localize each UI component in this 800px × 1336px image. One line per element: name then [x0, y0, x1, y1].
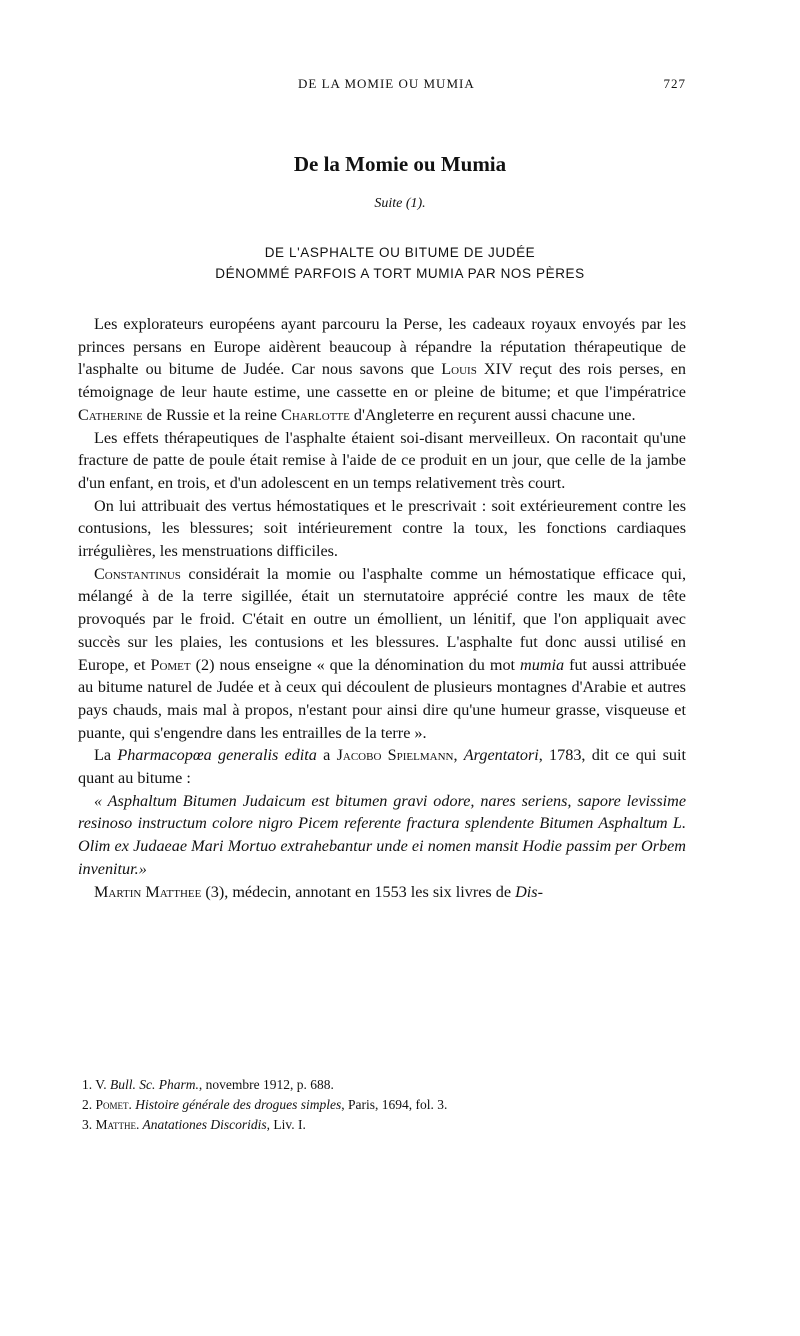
footnote-1: [78, 1075, 686, 1095]
person-name-charlotte: Charlotte: [281, 405, 350, 424]
paragraph-1-text-b: XIV reçut des rois perses, en témoignage de leur haute estime, une cassette en or pleine de bitume; et que l'impératrice: [78, 360, 686, 402]
person-name-louis: Louis: [441, 360, 477, 379]
person-name-spielmann: Jacobo Spielmann: [336, 746, 454, 765]
page-number: 727: [663, 76, 686, 91]
paragraph-7-text-a: , médecin, annotant en 1553 les six livres de: [224, 882, 516, 901]
paragraph-1-text-c: de Russie et la reine: [142, 405, 282, 424]
paragraph-3: On lui attribuait des vertus hémostatiques et le prescrivait : soit extérieurement contre les contusions, les blessures; soit intérieurement contre la toux, les fonctions cardiaques irrégulières, les menstruations difficiles.: [78, 496, 686, 561]
paragraph-1-text-d: d'Angleterre en reçurent aussi chacune une.: [349, 405, 636, 424]
paragraph-4: [78, 563, 686, 745]
footnote-ref-2: (2): [195, 655, 215, 674]
paragraph-2: Les effets thérapeutiques de l'asphalte étaient soi-disant merveilleux. On racontait qu'une fracture de patte de poule était remise à l'aide de ce produit en un jour, que celle de la jambe d'un enfant, en trois, et d'un adolescent en un temps relativement très court.: [78, 428, 686, 492]
footnote-3-title: Anatationes Discoridis: [139, 1117, 267, 1132]
running-title: DE LA MOMIE OU MUMIA: [298, 76, 475, 91]
section-heading-line-2: DÉNOMMÉ PARFOIS A TORT MUMIA PAR NOS PÈRES: [215, 266, 585, 281]
paragraph-4-text-c: fut aussi attribuée au bitume naturel de Judée et à ceux qui découlent de plusieurs montagnes d'Arabie et autres pays chauds, mais mal à propos, n'estant pour ainsi dire qu'une humeur grasse, visqueuse et puante, qui s'engendre dans les entrailles de la terre ».: [78, 655, 687, 742]
term-mumia: mumia: [520, 655, 565, 674]
footnote-2-author: 2. Pomet.: [82, 1097, 132, 1112]
paragraph-5-text-b: a: [316, 746, 337, 765]
footnote-3-author: 3. Matthe.: [82, 1117, 140, 1132]
footnote-1-journal: Bull. Sc. Pharm.: [110, 1077, 199, 1092]
person-name-catherine: Catherine: [78, 405, 143, 424]
footnote-2-title: Histoire générale des drogues simples: [131, 1097, 342, 1112]
footnotes: [78, 1075, 686, 1135]
person-name-pomet: Pomet: [150, 655, 191, 674]
paragraph-5: [78, 744, 686, 789]
article-body: [78, 313, 686, 903]
paragraph-7-italic-dis: Dis-: [515, 882, 543, 901]
paragraph-1: [78, 313, 686, 427]
person-name-constantinus: Constantinus: [94, 564, 181, 583]
book-title-pharmacopoea: Pharmacopœa generalis edita: [117, 746, 317, 765]
paragraph-4-text-b: nous enseigne « que la dénomination du mot: [214, 655, 521, 674]
footnote-2: [78, 1095, 686, 1115]
paragraph-1-text-a: Les explorateurs européens ayant parcouru la Perse, les cadeaux royaux envoyés par les princes persans en Europe aidèrent beaucoup à répandre la réputation thérapeutique de l'asphalte ou bitume de Judée. Car nous savons que: [78, 315, 686, 379]
paragraph-5-text-a: La: [94, 746, 118, 765]
paragraph-5-text-d: , 1783, dit ce qui suit quant au bitume :: [78, 746, 687, 788]
paragraph-6-latin-quote: [78, 790, 686, 881]
section-heading-line-1: DE L'ASPHALTE OU BITUME DE JUDÉE: [264, 245, 536, 260]
paragraph-5-text-c: ,: [453, 746, 464, 765]
subtitle-footnote-ref: (1).: [405, 196, 426, 211]
footnote-1-text-b: , novembre 1912, p. 688.: [198, 1077, 334, 1092]
footnote-2-text-b: , Paris, 1694, fol. 3.: [341, 1097, 448, 1112]
paragraph-4-text-a: considérait la momie ou l'asphalte comme un hémostatique efficace qui, mélangé à de la terre sigillée, était un sternutatoire apprécié contre les maux de tête provoqués par le froid. C'était en outre un émollient, un lénitif, que l'on appliquait avec succès sur les plaies, les contusions et les blessures. L'asphalte fut donc aussi utilisé en Europe, et: [78, 564, 686, 674]
article-subtitle: [0, 196, 800, 212]
article-title: De la Momie ou Mumia: [293, 152, 507, 176]
footnote-1-text-a: 1. V.: [82, 1077, 111, 1092]
person-name-matthee: Martin Matthee: [94, 882, 202, 901]
footnote-3: [78, 1115, 686, 1135]
footnote-3-text-b: , Liv. I.: [266, 1117, 306, 1132]
subtitle-text: Suite: [374, 196, 403, 211]
paragraph-7: [78, 881, 686, 904]
latin-quote: « Asphaltum Bitumen Judaicum est bitumen gravi odore, nares seriens, sapore levissime resinoso instructum colore nigro Picem referente fractura splendente Bitumen Asphaltum L. Olim ex Judaeae Mari Mortuo extrahebantur unde ei nomen mansit Hodie passim per Orbem invenitur.»: [78, 791, 686, 878]
place-argentatori: Argentatori: [463, 746, 539, 765]
footnote-ref-3: (3): [205, 882, 225, 901]
